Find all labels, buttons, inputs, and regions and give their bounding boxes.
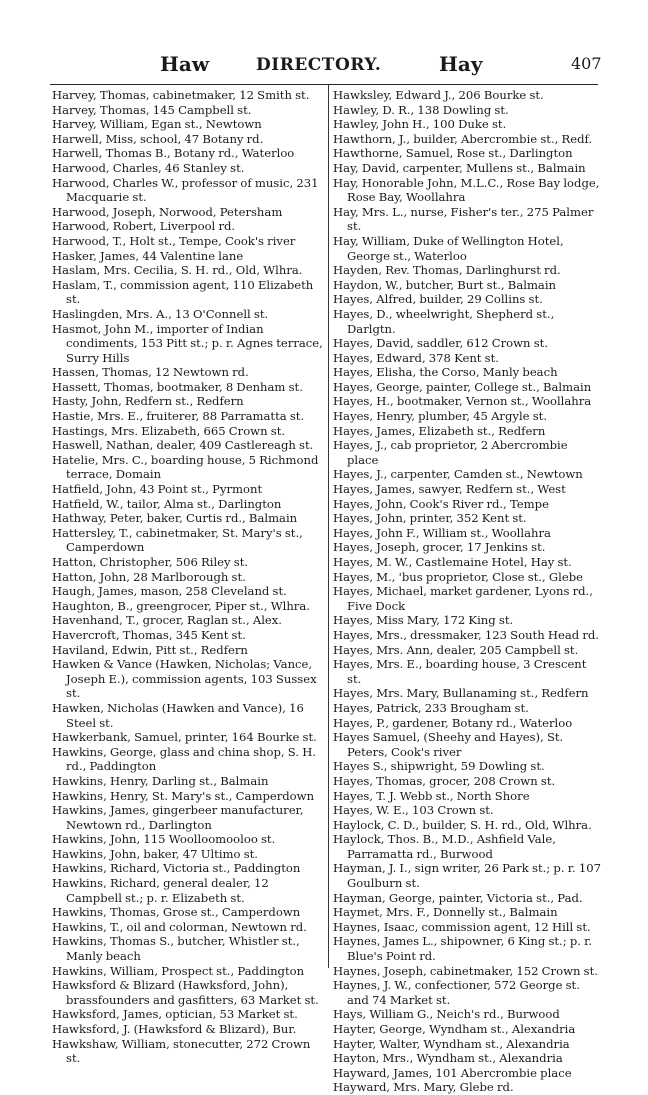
directory-entry: Hayes, D., wheelwright, Shepherd st., Darlgtn.: [333, 306, 555, 336]
directory-entry: Hayman, George, painter, Victoria st., Pad.: [333, 890, 583, 905]
directory-entry: Hay, Mrs. L., nurse, Fisher's ter., 275 Palmer st.: [333, 204, 594, 234]
directory-entry: Hatton, Christopher, 506 Riley st.: [52, 555, 249, 569]
directory-entry: Hasmot, John M., importer of Indian condiments, 153 Pitt st.; p. r. Agnes terrace, Surry Hills: [52, 321, 323, 365]
directory-entry: Hays, William G., Neich's rd., Burwood: [333, 1007, 560, 1022]
directory-entry: Haviland, Edwin, Pitt st., Redfern: [52, 642, 248, 657]
directory-entry: Harvey, William, Egan st., Newtown: [52, 117, 262, 132]
directory-entry: Hassett, Thomas, bootmaker, 8 Denham st.: [52, 379, 303, 394]
directory-entry: Hayes, John, Cook's River rd., Tempe: [333, 496, 549, 511]
directory-entry: Hayes S., shipwright, 59 Dowling st.: [333, 759, 545, 774]
directory-entry: Harwood, Charles W., professor of music, 231 Macquarie st.: [52, 175, 319, 205]
directory-entry: Hayes, Mrs., dressmaker, 123 South Head rd.: [333, 627, 599, 642]
right-column: [333, 88, 601, 1095]
directory-entry: Hayes, J., carpenter, Camden st., Newtown: [333, 467, 583, 482]
directory-entry: Hatelie, Mrs. C., boarding house, 5 Richmond terrace, Domain: [52, 452, 319, 482]
directory-entry: Hayes, H., bootmaker, Vernon st., Woollahra: [333, 394, 592, 409]
directory-entry: Hayes, P., gardener, Botany rd., Waterloo: [333, 715, 573, 730]
directory-entry: Haslam, Mrs. Cecilia, S. H. rd., Old, Wlhra.: [52, 263, 303, 278]
directory-entry: Hawkins, James, gingerbeer manufacturer, Newtown rd., Darlington: [52, 803, 304, 832]
directory-entry: Hayes, Edward, 378 Kent st.: [333, 350, 499, 365]
directory-entry: Hathway, Peter, baker, Curtis rd., Balmain: [52, 511, 298, 526]
page-header: [0, 52, 648, 78]
directory-entry: Harvey, Thomas, 145 Campbell st.: [52, 102, 252, 117]
directory-entry: Hayden, Rev. Thomas, Darlinghurst rd.: [333, 263, 561, 278]
directory-entry: Haynes, J. W., confectioner, 572 George st. and 74 Market st.: [333, 978, 580, 1007]
left-column: [52, 88, 327, 1066]
directory-entry: Hawkins, George, glass and china shop, S. H. rd., Paddington: [52, 744, 316, 774]
directory-entry: Havenhand, T., grocer, Raglan st., Alex.: [52, 613, 282, 628]
directory-entry: Hayter, George, Wyndham st., Alexandria: [333, 1022, 576, 1036]
header-title: DIRECTORY.: [256, 55, 382, 75]
directory-entry: Haynes, James L., shipowner, 6 King st.; p. r. Blue's Point rd.: [333, 934, 593, 964]
page-number: 407: [571, 54, 602, 73]
directory-entry: Hawkins, William, Prospect st., Paddington: [52, 963, 305, 978]
directory-entry: Harwell, Thomas B., Botany rd., Waterloo: [52, 146, 295, 161]
directory-entry: Hayes, Joseph, grocer, 17 Jenkins st.: [333, 540, 546, 555]
directory-entry: Hawkins, Henry, St. Mary's st., Camperdown: [52, 788, 315, 803]
directory-entry: Hayes, Alfred, builder, 29 Collins st.: [333, 292, 543, 307]
directory-entry: Hayes, W. E., 103 Crown st.: [333, 803, 494, 818]
directory-entry: Hayes, John F., William st., Woollahra: [333, 525, 551, 540]
directory-entry: Hatton, John, 28 Marlborough st.: [52, 569, 246, 584]
directory-entry: Hawkins, Richard, general dealer, 12 Campbell st.; p. r. Elizabeth st.: [52, 876, 269, 905]
column-divider: [328, 84, 329, 968]
directory-entry: Hayes, Mrs. Ann, dealer, 205 Campbell st.: [333, 642, 579, 657]
directory-entry: Hawksford & Blizard (Hawksford, John), brassfounders and gasfitters, 63 Market st.: [52, 978, 319, 1007]
directory-entry: Harwell, Miss, school, 47 Botany rd.: [52, 131, 264, 146]
directory-entry: Haydon, W., butcher, Burt st., Balmain: [333, 277, 557, 292]
directory-entry: Hayes, T. J. Webb st., North Shore: [333, 788, 530, 803]
directory-entry: Hayes, George, painter, College st., Balmain: [333, 379, 592, 394]
directory-entry: Hattersley, T., cabinetmaker, St. Mary's st., Camperdown: [52, 525, 303, 555]
directory-entry: Haslam, T., commission agent, 110 Elizabeth st.: [52, 277, 314, 307]
directory-entry: Haughton, B., greengrocer, Piper st., Wlhra.: [52, 598, 310, 613]
header-right-guide-word: Hay: [439, 52, 483, 76]
directory-entry: Hayes, Thomas, grocer, 208 Crown st.: [333, 773, 556, 788]
directory-entry: Hawley, D. R., 138 Dowling st.: [333, 102, 509, 117]
directory-entry: Hawkins, Henry, Darling st., Balmain: [52, 773, 269, 788]
directory-entry: Hawkins, T., oil and colorman, Newtown rd.: [52, 919, 307, 934]
directory-entry: Harwood, Joseph, Norwood, Petersham: [52, 204, 283, 219]
directory-entry: Hayes, Elisha, the Corso, Manly beach: [333, 365, 558, 380]
directory-entry: Hassen, Thomas, 12 Newtown rd.: [52, 365, 249, 380]
directory-entry: Haswell, Nathan, dealer, 409 Castlereagh st.: [52, 438, 314, 453]
directory-entry: Harwood, Charles, 46 Stanley st.: [52, 160, 245, 175]
directory-entry: Havercroft, Thomas, 345 Kent st.: [52, 627, 246, 642]
directory-entry: Hawkshaw, William, stonecutter, 272 Crown st.: [52, 1036, 311, 1066]
directory-entry: Hayton, Mrs., Wyndham st., Alexandria: [333, 1051, 563, 1066]
directory-entry: Hawkins, Thomas S., butcher, Whistler st., Manly beach: [52, 934, 300, 964]
directory-entry: Hayward, James, 101 Abercrombie place: [333, 1065, 572, 1080]
directory-entry: Hay, Honorable John, M.L.C., Rose Bay lodge, Rose Bay, Woollahra: [333, 175, 600, 205]
directory-entry: Hayes, Mrs. E., boarding house, 3 Crescent st.: [333, 657, 587, 686]
directory-entry: Hayter, Walter, Wyndham st., Alexandria: [333, 1036, 570, 1051]
header-left-guide-word: Haw: [160, 52, 210, 76]
directory-entry: Hayes Samuel, (Sheehy and Hayes), St. Peters, Cook's river: [333, 730, 564, 759]
directory-entry: Hatfield, John, 43 Point st., Pyrmont: [52, 482, 263, 497]
directory-entry: Hayes, M. W., Castlemaine Hotel, Hay st.: [333, 555, 572, 569]
directory-entry: Haugh, James, mason, 258 Cleveland st.: [52, 584, 287, 599]
directory-entry: Haylock, C. D., builder, S. H. rd., Old, Wlhra.: [333, 817, 592, 832]
directory-entry: Hawley, John H., 100 Duke st.: [333, 117, 507, 132]
directory-entry: Hawthorne, Samuel, Rose st., Darlington: [333, 146, 573, 161]
directory-entry: Hayes, Mrs. Mary, Bullanaming st., Redfern: [333, 686, 589, 701]
directory-entry: Harwood, T., Holt st., Tempe, Cook's river: [52, 233, 296, 248]
directory-entry: Hasker, James, 44 Valentine lane: [52, 248, 244, 263]
directory-entry: Hastings, Mrs. Elizabeth, 665 Crown st.: [52, 423, 286, 438]
directory-entry: Hayman, J. I., sign writer, 26 Park st.; p. r. 107 Goulburn st.: [333, 861, 601, 891]
directory-entry: Haymet, Mrs. F., Donnelly st., Balmain: [333, 905, 558, 920]
directory-entry: Hawksley, Edward J., 206 Bourke st.: [333, 88, 544, 102]
header-rule: [50, 84, 598, 85]
directory-entry: Hawthorn, J., builder, Abercrombie st., Redf.: [333, 131, 593, 146]
directory-entry: Hawksford, J. (Hawksford & Blizard), Bur.: [52, 1022, 297, 1036]
directory-entry: Hawkerbank, Samuel, printer, 164 Bourke st.: [52, 730, 317, 745]
directory-entry: Hayes, James, sawyer, Redfern st., West: [333, 482, 566, 497]
directory-entry: Hawkins, Thomas, Grose st., Camperdown: [52, 905, 301, 920]
directory-entry: Hawkins, Richard, Victoria st., Paddington: [52, 861, 301, 876]
directory-entry: Hay, David, carpenter, Mullens st., Balmain: [333, 160, 586, 175]
directory-entry: Haynes, Isaac, commission agent, 12 Hill st.: [333, 919, 591, 934]
directory-entry: Hawken, Nicholas (Hawken and Vance), 16 Steel st.: [52, 700, 304, 730]
directory-entry: Hayes, M., 'bus proprietor, Close st., Glebe: [333, 569, 583, 584]
directory-entry: Haynes, Joseph, cabinetmaker, 152 Crown st.: [333, 963, 598, 978]
directory-entry: Hasty, John, Redfern st., Redfern: [52, 394, 244, 409]
directory-entry: Hayes, Patrick, 233 Brougham st.: [333, 700, 529, 715]
directory-entry: Harwood, Robert, Liverpool rd.: [52, 219, 236, 234]
directory-entry: Hawkins, John, 115 Woolloomooloo st.: [52, 832, 276, 847]
directory-entry: Hawkins, John, baker, 47 Ultimo st.: [52, 846, 258, 861]
directory-entry: Hatfield, W., tailor, Alma st., Darlington: [52, 496, 282, 511]
directory-entry: Hayes, James, Elizabeth st., Redfern: [333, 423, 546, 438]
directory-entry: Hayes, David, saddler, 612 Crown st.: [333, 336, 549, 351]
directory-entry: Hayes, Henry, plumber, 45 Argyle st.: [333, 409, 547, 424]
directory-entry: Hayes, J., cab proprietor, 2 Abercrombie place: [333, 438, 568, 467]
directory-entry: Hawksford, James, optician, 53 Market st.: [52, 1007, 298, 1022]
directory-entry: Hayes, Miss Mary, 172 King st.: [333, 613, 514, 628]
directory-entry: Hayward, Mrs. Mary, Glebe rd.: [333, 1080, 514, 1095]
directory-entry: Hay, William, Duke of Wellington Hotel, George st., Waterloo: [333, 233, 564, 263]
directory-entry: Hayes, John, printer, 352 Kent st.: [333, 511, 527, 526]
directory-entry: Haylock, Thos. B., M.D., Ashfield Vale, Parramatta rd., Burwood: [333, 832, 556, 861]
directory-entry: Harvey, Thomas, cabinetmaker, 12 Smith st.: [52, 88, 310, 102]
directory-entry: Hastie, Mrs. E., fruiterer, 88 Parramatta st.: [52, 409, 305, 424]
directory-entry: Hawken & Vance (Hawken, Nicholas; Vance, Joseph E.), commission agents, 103 Sussex st.: [52, 657, 317, 701]
directory-entry: Haslingden, Mrs. A., 13 O'Connell st.: [52, 306, 269, 321]
directory-entry: Hayes, Michael, market gardener, Lyons rd., Five Dock: [333, 584, 593, 613]
